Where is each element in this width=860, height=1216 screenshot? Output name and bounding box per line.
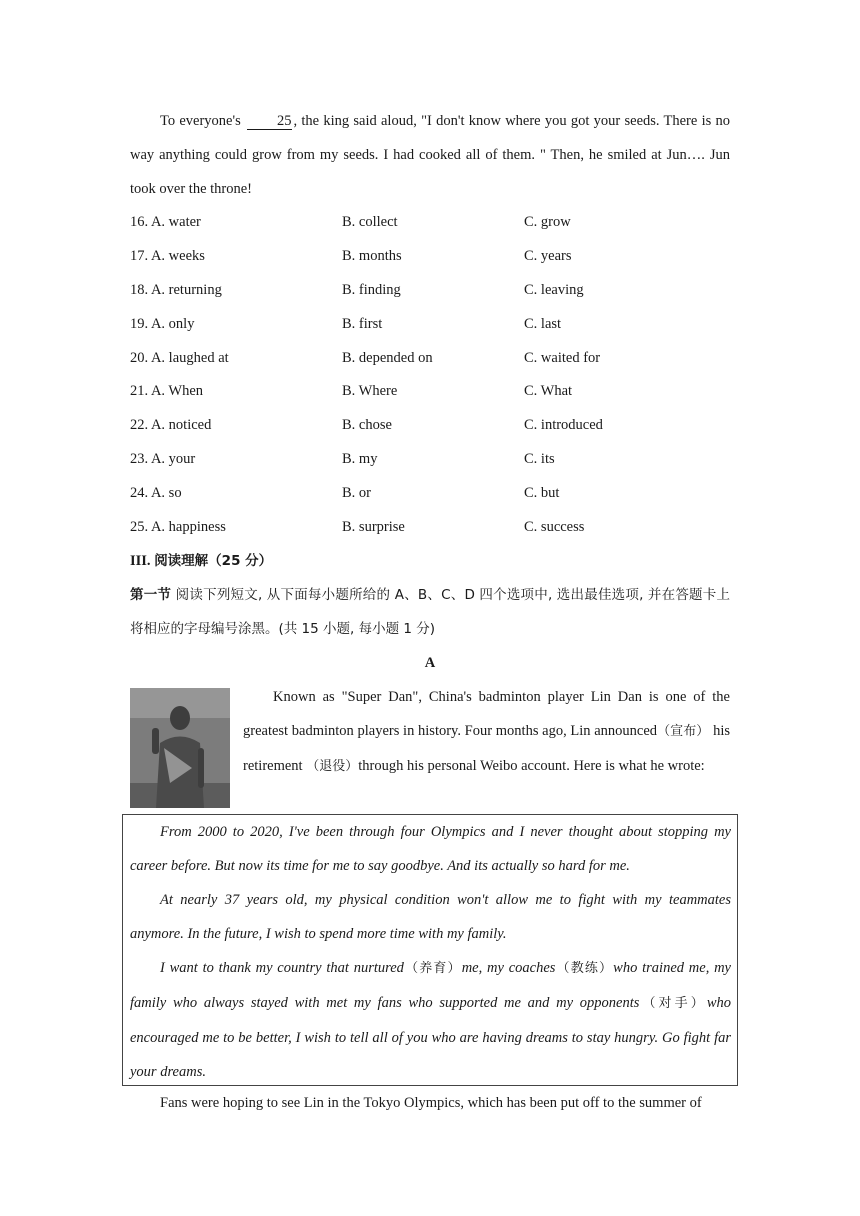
option-row [130, 274, 730, 308]
option-b: B. finding [342, 281, 401, 298]
option-b: B. depended on [342, 349, 433, 366]
options-list [130, 206, 730, 545]
quote-text-b: me, my coaches [461, 960, 556, 976]
athlete-photo-image [130, 688, 230, 808]
intro-text-3: through his personal Weibo account. Here is what he wrote: [358, 758, 705, 774]
gloss-coaches: （教练） [555, 961, 614, 976]
gloss-retirement: （退役） [306, 759, 359, 774]
passage-letter: A [424, 655, 436, 671]
option-b: B. first [342, 315, 383, 332]
option-c: C. last [524, 315, 562, 332]
option-b: B. my [342, 451, 378, 468]
instructions [130, 578, 730, 646]
option-c: C. introduced [524, 417, 603, 434]
option-a: 17. A. weeks [130, 247, 205, 264]
quote-text-a: I want to thank my country that nurtured [160, 960, 404, 976]
gloss-opponents: （对手） [639, 996, 707, 1011]
option-row [130, 511, 730, 545]
option-c: C. leaving [524, 281, 584, 298]
story-ending-paragraph [130, 104, 730, 206]
answer-blank: 25 [247, 113, 292, 130]
section-heading [130, 544, 272, 578]
section-number: III. [130, 553, 155, 569]
quote-paragraph-1: From 2000 to 2020, I've been through four Olympics and I never thought about stopping my career before. But now its time for me to say goodbye. And its actually so hard for me. [130, 824, 731, 874]
quote-paragraph-2: At nearly 37 years old, my physical condition won't allow me to fight with my teammates anymore. In the future, I wish to spend more time with my family. [130, 892, 731, 942]
option-c: C. success [524, 519, 585, 536]
intro-paragraph [243, 680, 730, 784]
quote-paragraph-3 [123, 951, 737, 1089]
story-text-end: , the king said aloud, "I don't know where you got your seeds. There is no way anything could grow from my seeds. I had cooked all of them. " Then, he smiled at Jun…. Jun took over the throne! [130, 113, 730, 197]
lin-dan-photo [130, 688, 230, 808]
option-b: B. Where [342, 383, 398, 400]
quote-text-d: who encouraged me to be better, I wish to tell all of you who are having dreams to stay hungry. Go fight far your dreams. [130, 995, 731, 1080]
option-c: C. grow [524, 214, 571, 230]
option-row [130, 342, 730, 376]
intro-text-2: his retirement [243, 723, 730, 774]
option-row [130, 240, 730, 274]
option-row [130, 409, 730, 443]
instruction-text: 阅读下列短文, 从下面每小题所给的 A、B、C、D 四个选项中, 选出最佳选项, 并在答题卡上将相应的字母编号涂黑。(共 15 小题, 每小题 1 分) [130, 587, 730, 637]
option-a: 19. A. only [130, 315, 195, 332]
option-b: B. or [342, 485, 371, 502]
option-a: 21. A. When [130, 383, 204, 400]
option-a: 25. A. happiness [130, 519, 226, 536]
option-a: 23. A. your [130, 451, 196, 468]
option-c: C. but [524, 485, 560, 502]
option-a: 18. A. returning [130, 281, 222, 298]
option-a: 20. A. laughed at [130, 349, 229, 366]
quote-box [122, 814, 738, 1086]
option-a: 22. A. noticed [130, 417, 212, 434]
option-b: B. surprise [342, 519, 405, 536]
option-row [130, 477, 730, 511]
option-row [130, 443, 730, 477]
option-row [130, 308, 730, 342]
option-a: 16. A. water [130, 214, 201, 230]
option-b: B. collect [342, 214, 398, 230]
story-text-start: To everyone's [160, 113, 245, 129]
closing-paragraph: Fans were hoping to see Lin in the Tokyo Olympics, which has been put off to the summer of [160, 1095, 702, 1111]
option-c: C. waited for [524, 349, 601, 366]
gloss-announce: （宣布） [657, 724, 710, 739]
option-a: 24. A. so [130, 485, 182, 502]
option-row [130, 375, 730, 409]
instruction-label: 第一节 [130, 587, 172, 603]
intro-text-1: Known as "Super Dan", China's badminton player Lin Dan is one of the greatest badminton players in history. Four months ago, Lin announced [243, 689, 730, 739]
gloss-nurtured: （养育） [403, 961, 462, 976]
option-b: B. months [342, 247, 402, 264]
option-row [130, 206, 730, 240]
option-c: C. years [524, 247, 572, 264]
option-b: B. chose [342, 417, 392, 434]
quote-text-c: who trained me, my family who always stayed with met my fans who supported me and my opponents [130, 960, 731, 1011]
section-title: 阅读理解（25 分） [154, 553, 273, 569]
option-c: C. What [524, 383, 573, 400]
option-c: C. its [524, 451, 555, 468]
